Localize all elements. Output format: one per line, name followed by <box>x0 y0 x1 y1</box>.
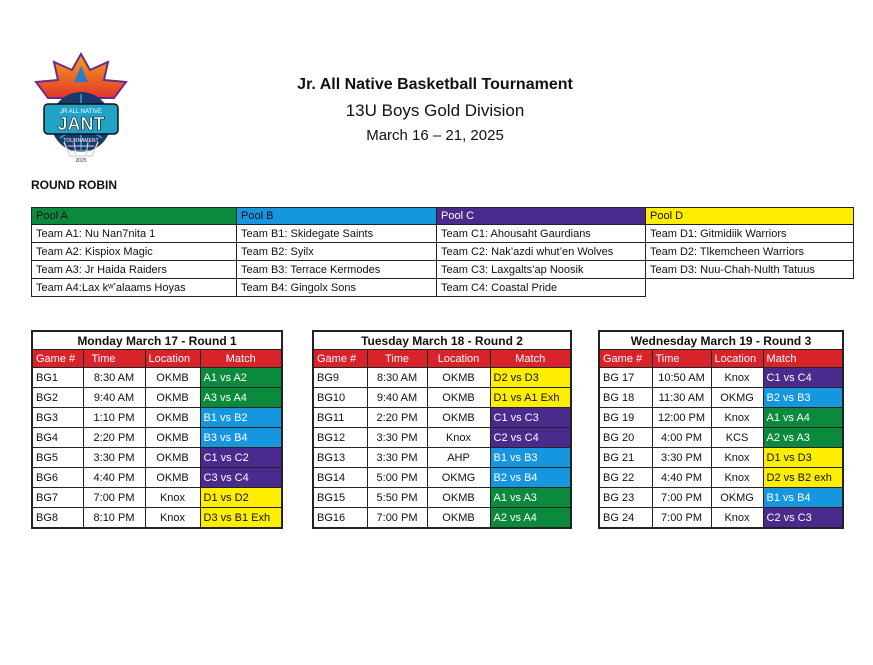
game-match: A1 vs A4 <box>763 408 843 428</box>
game-row <box>32 368 282 388</box>
game-time: 9:40 AM <box>367 388 427 408</box>
game-location: Knox <box>711 448 763 468</box>
schedule-round-1 <box>31 330 283 529</box>
game-number: BG 24 <box>599 508 652 529</box>
game-time: 10:50 AM <box>652 368 711 388</box>
game-number: BG4 <box>32 428 83 448</box>
game-row <box>599 508 843 529</box>
game-number: BG 20 <box>599 428 652 448</box>
game-time: 4:40 PM <box>83 468 145 488</box>
game-location: Knox <box>145 488 200 508</box>
game-location: OKMB <box>145 448 200 468</box>
game-time: 3:30 PM <box>83 448 145 468</box>
game-row <box>32 468 282 488</box>
pools-row <box>32 243 854 261</box>
game-match: A3 vs A4 <box>200 388 282 408</box>
game-match: D1 vs D3 <box>763 448 843 468</box>
pools-table <box>31 207 854 297</box>
game-row <box>313 408 571 428</box>
game-match: A1 vs A2 <box>200 368 282 388</box>
game-time: 3:30 PM <box>367 448 427 468</box>
game-number: BG 21 <box>599 448 652 468</box>
game-match: B2 vs B4 <box>490 468 571 488</box>
section-title: ROUND ROBIN <box>31 178 117 192</box>
jant-logo <box>30 52 132 164</box>
game-location: OKMB <box>145 468 200 488</box>
game-number: BG 17 <box>599 368 652 388</box>
game-time: 2:20 PM <box>367 408 427 428</box>
game-number: BG 18 <box>599 388 652 408</box>
pool-team: Team B4: Gingolx Sons <box>237 279 437 297</box>
game-row <box>313 428 571 448</box>
game-time: 5:50 PM <box>367 488 427 508</box>
schedule-body <box>599 368 843 529</box>
pool-header-a: Pool A <box>32 208 237 225</box>
game-location: Knox <box>711 508 763 529</box>
game-location: OKMB <box>427 388 490 408</box>
game-number: BG16 <box>313 508 367 529</box>
col-time: Time <box>652 350 711 368</box>
game-number: BG 19 <box>599 408 652 428</box>
game-row <box>313 388 571 408</box>
game-location: OKMB <box>145 408 200 428</box>
game-row <box>599 428 843 448</box>
game-match: C1 vs C4 <box>763 368 843 388</box>
game-match: B3 vs B4 <box>200 428 282 448</box>
tournament-dates: March 16 – 21, 2025 <box>366 127 504 144</box>
game-location: Knox <box>711 368 763 388</box>
game-location: OKMB <box>427 368 490 388</box>
game-match: B1 vs B2 <box>200 408 282 428</box>
col-location: Location <box>145 350 200 368</box>
game-match: A1 vs A3 <box>490 488 571 508</box>
game-number: BG3 <box>32 408 83 428</box>
game-match: B2 vs B3 <box>763 388 843 408</box>
game-time: 4:40 PM <box>652 468 711 488</box>
game-time: 7:00 PM <box>367 508 427 529</box>
game-location: OKMB <box>427 508 490 529</box>
game-number: BG10 <box>313 388 367 408</box>
game-number: BG13 <box>313 448 367 468</box>
schedule-title: Tuesday March 18 - Round 2 <box>313 331 571 350</box>
game-time: 2:20 PM <box>83 428 145 448</box>
game-match: A2 vs A4 <box>490 508 571 529</box>
game-match: D1 vs A1 Exh <box>490 388 571 408</box>
game-time: 7:00 PM <box>83 488 145 508</box>
division-title: 13U Boys Gold Division <box>345 101 525 120</box>
pool-team: Team C1: Ahousaht Gaurdians <box>437 225 646 243</box>
game-location: OKMG <box>711 488 763 508</box>
pool-team: Team C3: Laxgalts’ap Noosik <box>437 261 646 279</box>
col-match: Match <box>490 350 571 368</box>
schedule-title: Monday March 17 - Round 1 <box>32 331 282 350</box>
col-location: Location <box>427 350 490 368</box>
pool-header-c: Pool C <box>437 208 646 225</box>
col-time: Time <box>83 350 145 368</box>
game-match: D2 vs D3 <box>490 368 571 388</box>
schedule-columns <box>32 350 282 368</box>
logo-year: 2025 <box>75 158 87 164</box>
game-row <box>313 368 571 388</box>
game-number: BG1 <box>32 368 83 388</box>
game-match: C1 vs C2 <box>200 448 282 468</box>
game-match: D2 vs B2 exh <box>763 468 843 488</box>
schedule-round-3 <box>598 330 844 529</box>
pool-team: Team D2: Tlkemcheen Warriors <box>646 243 854 261</box>
game-number: BG5 <box>32 448 83 468</box>
schedule-title: Wednesday March 19 - Round 3 <box>599 331 843 350</box>
game-match: B1 vs B3 <box>490 448 571 468</box>
col-game: Game # <box>599 350 652 368</box>
game-number: BG8 <box>32 508 83 529</box>
game-time: 3:30 PM <box>367 428 427 448</box>
game-row <box>599 488 843 508</box>
game-row <box>313 508 571 529</box>
game-number: BG12 <box>313 428 367 448</box>
pool-team: Team A3: Jr Haida Raiders <box>32 261 237 279</box>
game-number: BG11 <box>313 408 367 428</box>
pool-team: Team B3: Terrace Kermodes <box>237 261 437 279</box>
game-location: OKMG <box>711 388 763 408</box>
game-row <box>32 448 282 468</box>
pool-team: Team A2: Kispiox Magic <box>32 243 237 261</box>
game-number: BG9 <box>313 368 367 388</box>
game-number: BG 23 <box>599 488 652 508</box>
game-time: 5:00 PM <box>367 468 427 488</box>
pools-row <box>32 279 854 297</box>
tournament-title: Jr. All Native Basketball Tournament <box>297 76 573 93</box>
game-match: D1 vs D2 <box>200 488 282 508</box>
game-location: OKMB <box>427 408 490 428</box>
game-row <box>32 388 282 408</box>
col-location: Location <box>711 350 763 368</box>
pools-row <box>32 261 854 279</box>
pool-header-d: Pool D <box>646 208 854 225</box>
game-row <box>32 488 282 508</box>
game-time: 12:00 PM <box>652 408 711 428</box>
pool-team: Team B2: Syilx <box>237 243 437 261</box>
game-time: 11:30 AM <box>652 388 711 408</box>
pool-team: Team A4:Lax kʷʼalaams Hoyas <box>32 279 237 297</box>
schedule-body <box>32 368 282 529</box>
pool-empty-cell <box>646 279 854 297</box>
game-location: KCS <box>711 428 763 448</box>
game-number: BG2 <box>32 388 83 408</box>
game-number: BG7 <box>32 488 83 508</box>
logo-main-text: JANT <box>57 114 105 134</box>
pool-team: Team B1: Skidegate Saints <box>237 225 437 243</box>
game-row <box>599 448 843 468</box>
game-location: Knox <box>145 508 200 529</box>
game-time: 7:00 PM <box>652 508 711 529</box>
game-location: Knox <box>711 468 763 488</box>
game-location: OKMB <box>145 428 200 448</box>
game-row <box>599 388 843 408</box>
col-time: Time <box>367 350 427 368</box>
game-match: C2 vs C4 <box>490 428 571 448</box>
game-match: B1 vs B4 <box>763 488 843 508</box>
col-match: Match <box>763 350 843 368</box>
game-location: Knox <box>427 428 490 448</box>
game-time: 8:30 AM <box>367 368 427 388</box>
game-row <box>599 408 843 428</box>
game-row <box>313 488 571 508</box>
pool-team: Team C4: Coastal Pride <box>437 279 646 297</box>
schedule-columns <box>313 350 571 368</box>
pool-team: Team A1: Nu Nan7nita 1 <box>32 225 237 243</box>
game-location: AHP <box>427 448 490 468</box>
col-game: Game # <box>313 350 367 368</box>
game-location: Knox <box>711 408 763 428</box>
pools-row <box>32 225 854 243</box>
game-match: C2 vs C3 <box>763 508 843 529</box>
game-row <box>32 508 282 529</box>
game-location: OKMB <box>145 388 200 408</box>
game-location: OKMG <box>427 468 490 488</box>
game-location: OKMB <box>427 488 490 508</box>
game-row <box>313 468 571 488</box>
col-game: Game # <box>32 350 83 368</box>
game-row <box>32 408 282 428</box>
game-match: C1 vs C3 <box>490 408 571 428</box>
game-time: 9:40 AM <box>83 388 145 408</box>
game-row <box>599 468 843 488</box>
game-number: BG15 <box>313 488 367 508</box>
schedule-body <box>313 368 571 529</box>
schedule-round-2 <box>312 330 572 529</box>
game-match: A2 vs A3 <box>763 428 843 448</box>
game-time: 3:30 PM <box>652 448 711 468</box>
game-row <box>313 448 571 468</box>
pool-header-b: Pool B <box>237 208 437 225</box>
game-time: 7:00 PM <box>652 488 711 508</box>
game-time: 1:10 PM <box>83 408 145 428</box>
game-row <box>599 368 843 388</box>
game-row <box>32 428 282 448</box>
game-time: 8:10 PM <box>83 508 145 529</box>
game-match: C3 vs C4 <box>200 468 282 488</box>
game-match: D3 vs B1 Exh <box>200 508 282 529</box>
game-number: BG14 <box>313 468 367 488</box>
pool-team: Team D3: Nuu-Chah-Nulth Tatuus <box>646 261 854 279</box>
col-match: Match <box>200 350 282 368</box>
pool-team: Team C2: Nak’azdi whut’en Wolves <box>437 243 646 261</box>
pools-header-row <box>32 208 854 225</box>
game-location: OKMB <box>145 368 200 388</box>
game-time: 4:00 PM <box>652 428 711 448</box>
pool-team: Team D1: Gitmidiik Warriors <box>646 225 854 243</box>
game-number: BG6 <box>32 468 83 488</box>
logo-top-text: JR ALL NATIVE <box>59 109 103 115</box>
logo-sub-text: TOURNAMENT <box>63 138 99 144</box>
game-time: 8:30 AM <box>83 368 145 388</box>
game-number: BG 22 <box>599 468 652 488</box>
schedule-columns <box>599 350 843 368</box>
